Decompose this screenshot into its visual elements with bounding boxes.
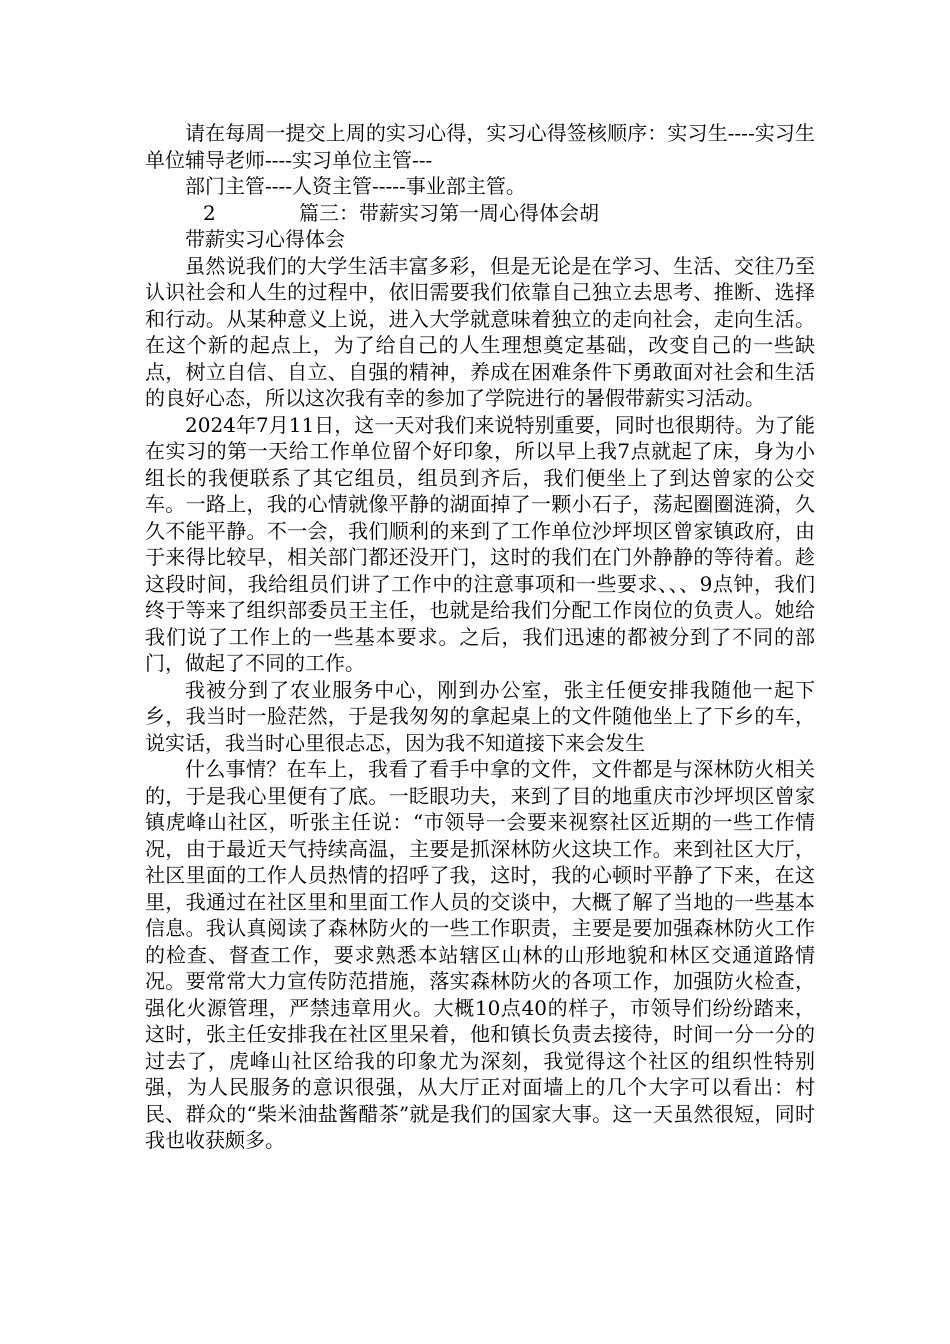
subtitle: 带薪实习心得体会 — [185, 227, 345, 251]
page-number: 2 — [203, 200, 216, 225]
section-title: 篇三：带薪实习第一周心得体会胡 — [299, 200, 599, 225]
document-body — [145, 120, 815, 1154]
paragraph-1: 虽然说我们的大学生活丰富多彩，但是无论是在学习、生活、交往乃至认识社会和人生的过程中，依旧需要我们依靠自己独立去思考、推断、选择和行动。从某种意义上说，进入大学就意味着独立的走向社会，走向生活。在这个新的起点上，为了给自己的人生理想奠定基础，改变自己的一些缺点，树立自信、自立、自强的精神，养成在困难条件下勇敢面对社会和生活的良好心态，所以这次我有幸的参加了学院进行的暑假带薪实习活动。 — [145, 253, 815, 410]
notice-line-2: 部门主管----人资主管-----事业部主管。 — [185, 174, 526, 198]
paragraph-3: 我被分到了农业服务中心，刚到办公室，张主任便安排我随他一起下乡，我当时一脸茫然，于是我匆匆的拿起桌上的文件随他坐上了下乡的车，说实话，我当时心里很忐忑，因为我不知道接下来会发生 — [145, 677, 815, 755]
paragraph-4: 什么事情？在车上，我看了看手中拿的文件，文件都是与深林防火相关的，于是我心里便有了底。一眨眼功夫，来到了目的地重庆市沙坪坝区曾家镇虎峰山社区，听张主任说：“市领导一会要来视察社区近期的一些工作情况，由于最近天气持续高温，主要是抓深林防火这块工作。来到社区大厅，社区里面的工作人员热情的招呼了我，这时，我的心顿时平静了下来，在这里，我通过在社区里和里面工作人员的交谈中，大概了解了当地的一些基本信息。我认真阅读了森林防火的一些工作职责，主要是要加强森林防火工作的检查、督查工作，要求熟悉本站辖区山林的山形地貌和林区交通道路情况。要常常大力宣传防范措施，落实森林防火的各项工作，加强防火检查，强化火源管理，严禁违章用火。大概10点40的样子，市领导们纷纷踏来，这时，张主任安排我在社区里呆着，他和镇长负责去接待，时间一分一分的过去了，虎峰山社区给我的印象尤为深刻，我觉得这个社区的组织性特别强，为人民服务的意识很强，从大厅正对面墙上的几个大字可以看出：村民、群众的“柴米油盐酱醋茶”就是我们的国家大事。这一天虽然很短，同时我也收获颇多。 — [145, 757, 815, 1152]
notice-line-1: 请在每周一提交上周的实习心得，实习心得签核顺序：实习生----实习生单位辅导老师----实习单位主管--- — [145, 121, 815, 172]
paragraph-2: 2024年7月11日，这一天对我们来说特别重要，同时也很期待。为了能在实习的第一天给工作单位留个好印象，所以早上我7点就起了床，身为小组长的我便联系了其它组员，组员到齐后，我们便坐上了到达曾家的公交车。一路上，我的心情就像平静的湖面掉了一颗小石子，荡起圈圈涟漪，久久不能平静。不一会，我们顺利的来到了工作单位沙坪坝区曾家镇政府，由于来得比较早，相关部门都还没开门，这时的我们在门外静静的等待着。趁这段时间，我给组员们讲了工作中的注意事项和一些要求、、、9点钟，我们终于等来了组织部委员王主任，也就是给我们分配工作岗位的负责人。她给我们说了工作上的一些基本要求。之后，我们迅速的都被分到了不同的部门，做起了不同的工作。 — [145, 412, 815, 675]
section-heading — [145, 200, 815, 227]
